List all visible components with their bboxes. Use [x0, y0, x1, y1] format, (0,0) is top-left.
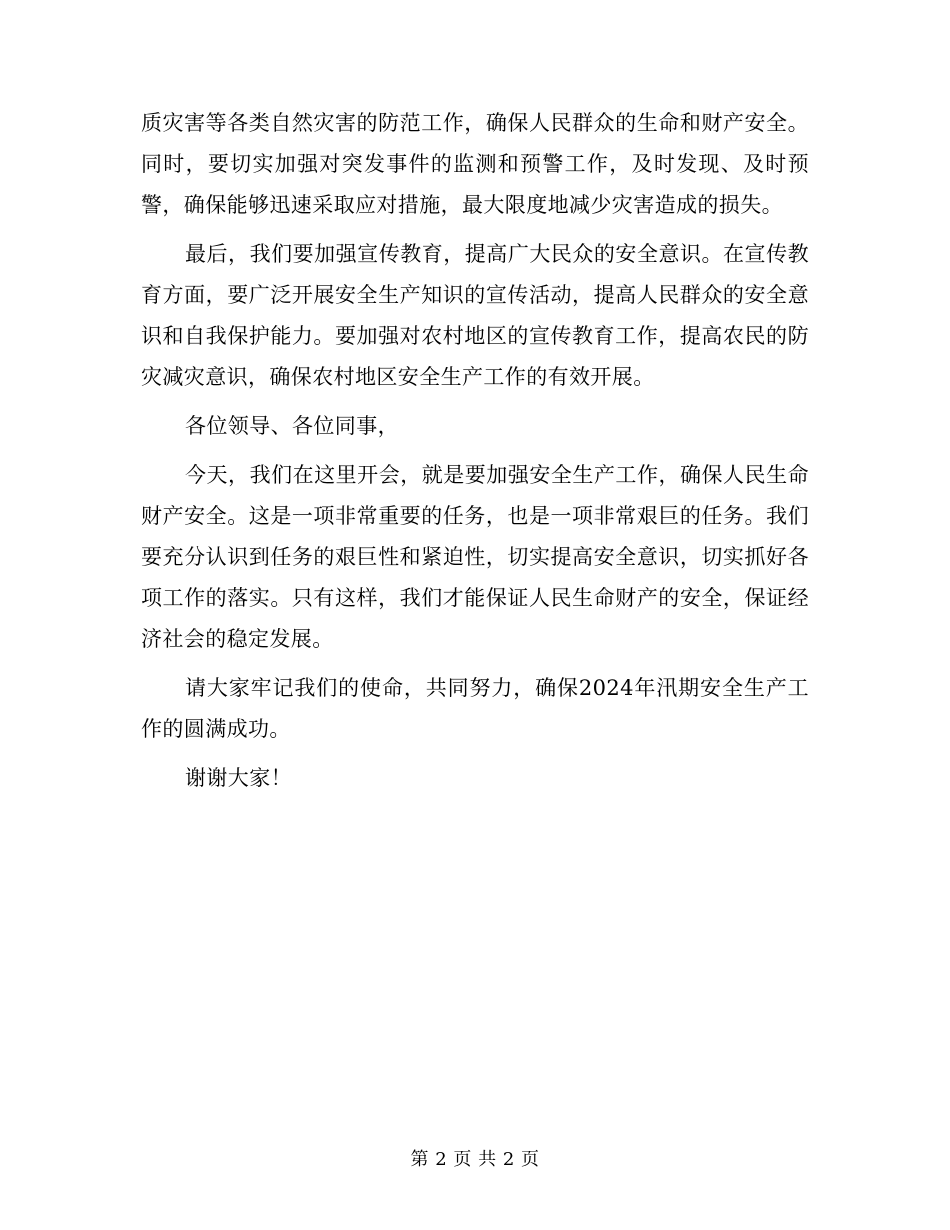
- paragraph-meeting-purpose: 今天，我们在这里开会，就是要加强安全生产工作，确保人民生命财产安全。这是一项非常重要的任务，也是一项非常艰巨的任务。我们要充分认识到任务的艰巨性和紧迫性，切实提高安全意识，切实抓好各项工作的落实。只有这样，我们才能保证人民生命财产的安全，保证经济社会的稳定发展。: [141, 463, 809, 651]
- paragraph-salutation: 各位领导、各位同事，: [185, 414, 399, 438]
- paragraph-publicity: 最后，我们要加强宣传教育，提高广大民众的安全意识。在宣传教育方面，要广泛开展安全生产知识的宣传活动，提高人民群众的安全意识和自我保护能力。要加强对农村地区的宣传教育工作，提高农民的防灾减灾意识，确保农村地区安全生产工作的有效开展。: [141, 242, 809, 389]
- paragraph-continuation: 质灾害等各类自然灾害的防范工作，确保人民群众的生命和财产安全。同时，要切实加强对突发事件的监测和预警工作，及时发现、及时预警，确保能够迅速采取应对措施，最大限度地减少灾害造成的损失。: [141, 111, 809, 217]
- page-number: 第 2 页 共 2 页: [410, 1149, 540, 1170]
- page-footer: [0, 1148, 950, 1172]
- paragraph-call-to-action: 请大家牢记我们的使命，共同努力，确保2024年汛期安全生产工作的圆满成功。: [141, 676, 809, 741]
- document-body: [141, 103, 809, 799]
- paragraph-thanks: 谢谢大家！: [185, 766, 292, 790]
